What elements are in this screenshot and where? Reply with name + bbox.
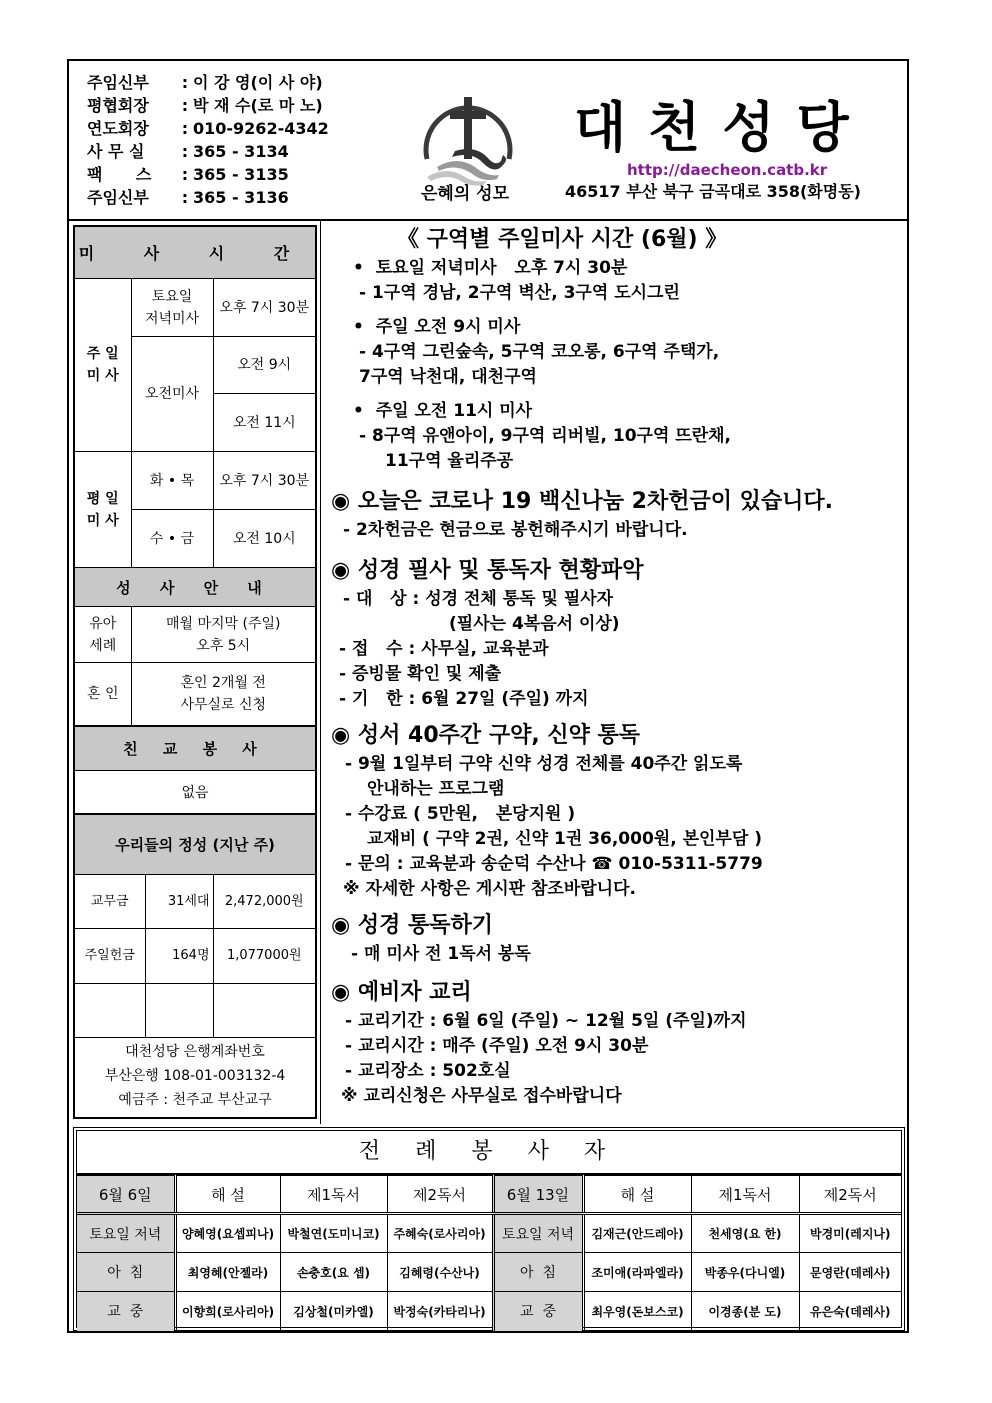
label-line: 사무실로 신청 — [180, 697, 267, 713]
website-link[interactable]: http://daecheon.catb.kr — [627, 161, 828, 179]
target-bullet-icon: ◉ — [331, 913, 351, 938]
table-row — [75, 929, 315, 984]
mass-group-head — [353, 314, 901, 340]
mass-group-line: 7구역 낙천대, 대천구역 — [359, 367, 537, 387]
notice-section — [331, 910, 901, 967]
table-row — [77, 1292, 901, 1331]
label-line: 오후 5시 — [196, 637, 251, 654]
notice-section — [331, 720, 901, 902]
mass-group-line: - 8구역 유앤아이, 9구역 리버빌, 10구역 뜨란채, — [359, 426, 732, 446]
notice-line: - 기 한 : 6월 27일 (주일) 까지 — [339, 689, 589, 709]
notice-line: - 수강료 ( 5만원, 본당지원 ) — [345, 804, 576, 824]
column-header: 제2독서 — [799, 1176, 901, 1214]
notice-line: - 교리시간 : 매주 (주일) 오전 9시 30분 — [345, 1036, 649, 1056]
notice-title-text: 오늘은 코로나 19 백신나눔 2차헌금이 있습니다. — [357, 489, 833, 514]
bullet-icon: • — [353, 258, 364, 278]
contact-value: 365 - 3136 — [193, 188, 289, 207]
mass-name: 화 • 목 — [131, 452, 213, 510]
notice-line: - 교리기간 : 6월 6일 (주일) ~ 12월 5일 (주일)까지 — [345, 1011, 747, 1031]
offering-count: 31세대 — [145, 875, 213, 929]
server-name: 양혜영(요셉피나) — [175, 1214, 280, 1253]
notice-line: - 9월 1일부터 구약 신약 성경 전체를 40주간 읽도록 — [345, 754, 743, 774]
table-row — [75, 875, 315, 929]
notice-line: (필사는 4복음서 이상) — [449, 614, 620, 634]
weekday-mass-label — [75, 452, 131, 568]
mass-group-head — [353, 255, 901, 281]
contact-label: 연도회장 — [87, 119, 149, 138]
church-title: 대천성당 — [574, 96, 871, 159]
offering-label: 주일헌금 — [75, 929, 145, 984]
mass-group-line: 11구역 율리주공 — [385, 451, 514, 471]
contact-row — [87, 140, 329, 163]
mass-time: 오후 7시 30분 — [213, 452, 315, 510]
table-row — [75, 607, 315, 663]
notice-line: - 증빙물 확인 및 제출 — [339, 664, 502, 684]
table-row — [75, 663, 315, 726]
offering-amount: 2,472,000원 — [213, 875, 315, 929]
notice-section — [331, 486, 901, 543]
server-name: 박종우(다니엘) — [691, 1253, 799, 1292]
server-name: 이경종(분 도) — [691, 1292, 799, 1331]
contact-row — [87, 186, 329, 209]
mass-group — [353, 255, 901, 306]
offerings-heading: 우리들의 정성 (지난 주) — [75, 815, 315, 875]
contact-separator: : — [181, 119, 189, 138]
offering-count: 164명 — [145, 929, 213, 984]
mass-label: 토요일 저녁 — [77, 1214, 175, 1253]
spacer — [331, 967, 901, 977]
notice-line: 교재비 ( 구약 2권, 신약 1권 36,000원, 본인부담 ) — [367, 829, 762, 849]
spacer — [331, 902, 901, 910]
contact-label: 팩 스 — [87, 165, 152, 184]
notice-line: - 교리장소 : 502호실 — [345, 1061, 511, 1081]
notice-title-text: 성서 40주간 구약, 신약 통독 — [357, 723, 641, 748]
mass-group-line: - 1구역 경남, 2구역 벽산, 3구역 도시그린 — [359, 283, 680, 303]
mass-group — [353, 314, 901, 390]
server-name: 이향희(로사리아) — [175, 1292, 280, 1331]
notice-title — [331, 486, 901, 518]
server-name: 박철연(도미니코) — [280, 1214, 387, 1253]
week-date: 6월 13일 — [493, 1176, 583, 1214]
label-line: 매월 마지막 (주일) — [166, 615, 281, 632]
offering-label: 교무금 — [75, 875, 145, 929]
mass-name: 수 • 금 — [131, 510, 213, 568]
sacrament-label — [75, 607, 131, 663]
servers-table — [77, 1175, 901, 1331]
mass-label: 교 중 — [77, 1292, 175, 1331]
info-sidebar — [73, 225, 317, 1119]
contact-label: 주임신부 — [87, 188, 149, 207]
bank-line: 예금주 : 천주교 부산교구 — [118, 1092, 272, 1108]
contact-separator: : — [181, 165, 189, 184]
notice-section — [331, 977, 901, 1109]
notice-line: - 접 수 : 사무실, 교육분과 — [339, 639, 549, 659]
label-line: 평 일 — [86, 490, 119, 507]
notice-title — [331, 910, 901, 942]
bank-line: 대천성당 은행계좌번호 — [125, 1044, 265, 1060]
offering-label — [75, 984, 145, 1038]
church-address: 46517 부산 북구 금곡대로 358(화명동) — [565, 182, 861, 201]
mass-time: 오전 11시 — [213, 394, 315, 452]
mass-name — [131, 279, 213, 337]
spacer — [331, 390, 901, 398]
notices — [331, 225, 901, 1119]
mass-group-title: 토요일 저녁미사 오후 7시 30분 — [375, 258, 628, 278]
spacer — [331, 306, 901, 314]
mass-times-heading: 미 사 시 간 — [75, 227, 315, 279]
table-row — [77, 1253, 901, 1292]
contact-value: 이 강 영(이 사 야) — [193, 73, 323, 92]
spacer — [331, 474, 901, 486]
sacrament-value — [131, 607, 315, 663]
liturgy-servers — [73, 1127, 905, 1331]
offering-amount — [213, 984, 315, 1038]
table-row — [75, 984, 315, 1038]
notice-title-text: 예비자 교리 — [357, 980, 472, 1005]
mass-time: 오전 9시 — [213, 337, 315, 394]
server-name: 주혜숙(로사리아) — [387, 1214, 493, 1253]
column-header: 제2독서 — [387, 1176, 493, 1214]
server-name: 유은숙(데레사) — [799, 1292, 901, 1331]
bulletin-page — [67, 59, 909, 1333]
mass-label: 아 침 — [77, 1253, 175, 1292]
notice-title-text: 성경 필사 및 통독자 현황파악 — [357, 558, 644, 583]
table-row — [77, 1214, 901, 1253]
table-row — [75, 279, 315, 337]
mass-label: 아 침 — [493, 1253, 583, 1292]
mass-label: 교 중 — [493, 1292, 583, 1331]
contact-separator: : — [181, 142, 189, 161]
target-bullet-icon: ◉ — [331, 723, 351, 748]
mass-group-title: 주일 오전 11시 미사 — [375, 401, 533, 421]
mass-times-table — [75, 278, 315, 568]
label-line: 미 사 — [86, 368, 119, 384]
mass-label: 토요일 저녁 — [493, 1214, 583, 1253]
target-bullet-icon: ◉ — [331, 489, 351, 514]
table-header-row — [77, 1176, 901, 1214]
contact-value: 365 - 3134 — [193, 142, 289, 161]
server-name: 문영란(데레사) — [799, 1253, 901, 1292]
server-name: 박정숙(카타리나) — [387, 1292, 493, 1331]
column-header: 제1독서 — [691, 1176, 799, 1214]
bank-account-info — [75, 1038, 315, 1112]
bullet-icon: • — [353, 401, 364, 421]
mass-group — [353, 398, 901, 474]
column-header: 제1독서 — [280, 1176, 387, 1214]
server-name: 김재근(안드레아) — [583, 1214, 691, 1253]
mass-time: 오후 7시 30분 — [213, 279, 315, 337]
contact-label: 평협회장 — [87, 96, 149, 115]
target-bullet-icon: ◉ — [331, 980, 351, 1005]
sacraments-table — [75, 606, 315, 726]
contact-row — [87, 163, 329, 186]
label-line: 유아 — [89, 615, 117, 632]
mass-time: 오전 10시 — [213, 510, 315, 568]
column-header: 해 설 — [583, 1176, 691, 1214]
label-line: 혼인 2개월 전 — [180, 675, 266, 691]
server-name: 박경미(레지나) — [799, 1214, 901, 1253]
label-line: 주 일 — [86, 346, 119, 362]
mass-group-title: 주일 오전 9시 미사 — [375, 317, 521, 337]
sacrament-value — [131, 663, 315, 726]
visits-heading: 친 교 봉 사 — [75, 725, 315, 771]
mass-name: 오전미사 — [131, 337, 213, 452]
spacer — [331, 543, 901, 555]
contact-label: 주임신부 — [87, 73, 149, 92]
label-line: 저녁미사 — [144, 310, 200, 327]
notice-title — [331, 720, 901, 752]
spacer — [331, 712, 901, 720]
server-name: 천세영(요 한) — [691, 1214, 799, 1253]
server-name: 최영혜(안젤라) — [175, 1253, 280, 1292]
label-line: 세례 — [89, 637, 117, 654]
label-line: 토요일 — [151, 288, 193, 305]
contact-separator: : — [181, 188, 189, 207]
table-row — [75, 452, 315, 510]
server-name: 손충호(요 셉) — [280, 1253, 387, 1292]
offering-amount: 1,077000원 — [213, 929, 315, 984]
notice-title — [331, 977, 901, 1009]
server-name: 김혜령(수산나) — [387, 1253, 493, 1292]
server-name: 최우영(돈보스코) — [583, 1292, 691, 1331]
label-line: 미 사 — [86, 512, 119, 529]
contact-row — [87, 71, 329, 94]
contact-separator: : — [181, 96, 189, 115]
mass-group-head — [353, 398, 901, 424]
notice-line: ※ 교리신청은 사무실로 접수바랍니다 — [341, 1086, 622, 1106]
bullet-icon: • — [353, 317, 364, 337]
sacrament-label: 혼 인 — [75, 663, 131, 726]
contact-value: 010-9262-4342 — [193, 119, 329, 138]
offering-count — [145, 984, 213, 1038]
column-divider — [320, 221, 321, 1124]
notices-title: 《 구역별 주일미사 시간 (6월) 》 — [397, 227, 728, 252]
notice-line: - 2차헌금은 현금으로 봉헌해주시기 바랍니다. — [343, 520, 688, 540]
contact-separator: : — [181, 73, 189, 92]
sunday-mass-label — [75, 279, 131, 452]
notice-line: - 대 상 : 성경 전체 통독 및 필사자 — [343, 589, 614, 609]
contact-value: 박 재 수(로 마 노) — [193, 96, 323, 115]
notice-title-text: 성경 통독하기 — [357, 913, 494, 938]
offerings-table — [75, 874, 315, 1038]
notice-line: - 문의 : 교육분과 송순덕 수산나 ☎ 010-5311-5779 — [345, 854, 763, 874]
notice-section — [331, 555, 901, 712]
contact-row — [87, 94, 329, 117]
week-date: 6월 6일 — [77, 1176, 175, 1214]
contact-list — [87, 71, 329, 209]
logo-caption: 은혜의 성모 — [421, 184, 510, 204]
server-name: 김상철(미카엘) — [280, 1292, 387, 1331]
column-header: 해 설 — [175, 1176, 280, 1214]
mass-group-line: - 4구역 그린숲속, 5구역 코오롱, 6구역 주택가, — [359, 342, 720, 362]
sacraments-heading: 성 사 안 내 — [75, 567, 315, 607]
header — [69, 61, 907, 221]
contact-label: 사 무 실 — [87, 142, 145, 161]
server-name: 조미애(라파엘라) — [583, 1253, 691, 1292]
target-bullet-icon: ◉ — [331, 558, 351, 583]
notice-line: ※ 자세한 사항은 게시판 참조바랍니다. — [343, 879, 636, 899]
bank-line: 부산은행 108-01-003132-4 — [104, 1068, 286, 1084]
notice-line: 안내하는 프로그램 — [367, 779, 505, 799]
notice-line: - 매 미사 전 1독서 봉독 — [351, 944, 531, 964]
visits-value: 없음 — [75, 771, 315, 815]
contact-value: 365 - 3135 — [193, 165, 289, 184]
notice-title — [331, 555, 901, 587]
servers-title: 전 례 봉 사 자 — [77, 1131, 901, 1175]
contact-row — [87, 117, 329, 140]
